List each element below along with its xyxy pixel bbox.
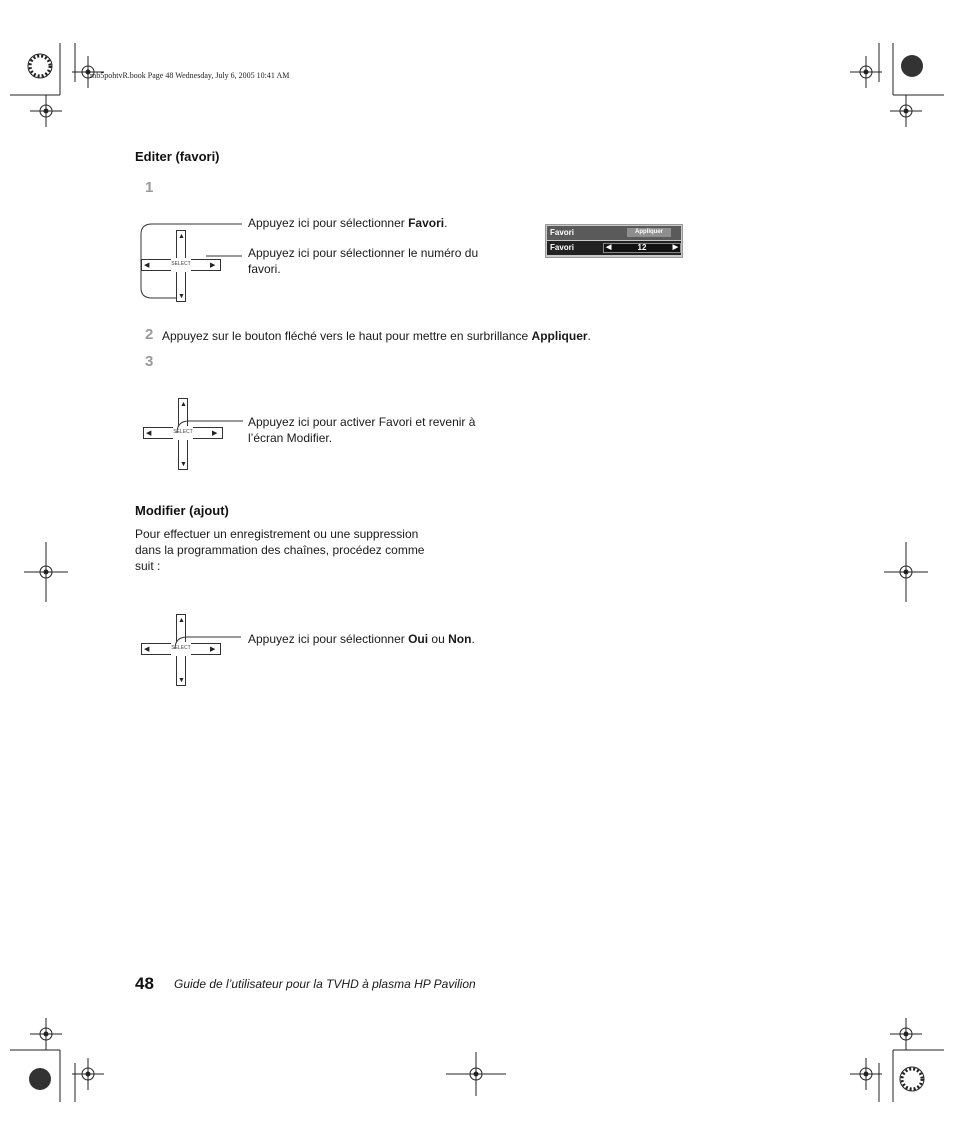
print-header-info: mb5pohtvR.book Page 48 Wednesday, July 6, 2005 10:41 AM [90, 71, 290, 80]
chevron-right-icon: ▶ [672, 244, 678, 251]
callout-line [173, 631, 243, 651]
arrow-up-icon: ▲ [178, 233, 185, 240]
step-1-instruction-number: Appuyez ici pour sélectionner le numéro du favori. [248, 246, 479, 276]
select-label: SELECT [171, 261, 191, 267]
arrow-left-icon: ◀ [146, 430, 152, 437]
osd-value-selector [603, 243, 681, 253]
arrow-right-icon: ▶ [212, 430, 218, 437]
arrow-up-icon: ▲ [178, 617, 185, 624]
arrow-down-icon: ▼ [178, 677, 185, 684]
section-2-instruction: Appuyez ici pour sélectionner Oui ou Non. [248, 632, 475, 646]
step-2-number: 2 [145, 326, 154, 343]
section-2-intro: Pour effectuer un enregistrement ou une suppression dans la programmation des chaînes, procédez comme suit : [135, 527, 425, 573]
arrow-down-icon: ▼ [178, 293, 185, 300]
arrow-left-icon: ◀ [144, 262, 150, 269]
step-2-instruction: Appuyez sur le bouton fléché vers le haut pour mettre en surbrillance Appliquer. [162, 329, 591, 343]
step-3-number: 3 [145, 353, 154, 370]
osd-row1-label: Favori [550, 228, 575, 237]
callout-line [175, 415, 245, 435]
guide-title: Guide de l’utilisateur pour la TVHD à plasma HP Pavilion [174, 977, 476, 991]
osd-apply-button: Appliquer [627, 228, 671, 237]
arrow-right-icon: ▶ [210, 262, 216, 269]
section-title-modifier-ajout: Modifier (ajout) [135, 503, 229, 518]
chevron-left-icon: ◀ [606, 244, 612, 251]
arrow-up-icon: ▲ [180, 401, 187, 408]
page-number: 48 [135, 974, 154, 993]
step-3-instruction: Appuyez ici pour activer Favori et revenir à l’écran Modifier. [248, 415, 476, 445]
arrow-left-icon: ◀ [144, 646, 150, 653]
osd-value: 12 [637, 243, 647, 252]
remote-dpad [141, 230, 221, 302]
select-label: SELECT [173, 429, 193, 435]
arrow-right-icon: ▶ [210, 646, 216, 653]
step-1-instruction-favori: Appuyez ici pour sélectionner Favori. [248, 216, 448, 230]
step-1-number: 1 [145, 179, 154, 196]
osd-favori-panel [545, 224, 683, 258]
osd-row2-label: Favori [550, 243, 575, 252]
select-label: SELECT [171, 645, 191, 651]
arrow-down-icon: ▼ [180, 461, 187, 468]
section-title-editer-favori: Editer (favori) [135, 149, 220, 164]
